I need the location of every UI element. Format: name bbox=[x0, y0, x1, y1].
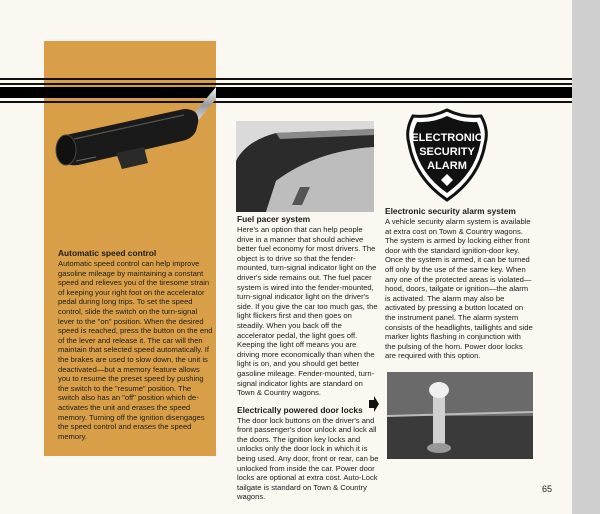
page-number: 65 bbox=[542, 484, 553, 494]
page-gutter bbox=[572, 0, 600, 514]
heading-door-locks: Electrically powered door locks bbox=[237, 404, 363, 415]
heading-speed-control: Automatic speed control bbox=[58, 248, 157, 258]
heading-security-alarm: Electronic security alarm system bbox=[385, 206, 516, 216]
heading-fuel-pacer: Fuel pacer system bbox=[237, 214, 311, 224]
door-lock-photo bbox=[387, 372, 533, 459]
emblem-line-1: ELECTRONIC bbox=[411, 132, 483, 144]
body-security-alarm: A vehicle security alarm system is available at extra cost on Town & Country wagons. The system is armed by locking either front door with the standard ignition-door key. Once the system is armed, it can be turned off only by the use of the same key. When any one of the protected areas is violated—hood, doors, tailgate or ignition—the alarm is activated. The alarm may also be activated by pressing a button located on the instrument panel. The alarm system consists of the headlights, taillights and side marker lights flashing in conjunction with the pulsing of the horn. Power door locks are required with this option. bbox=[385, 217, 533, 361]
speed-control-lever-image bbox=[44, 79, 216, 199]
emblem-line-3: ALARM bbox=[427, 160, 467, 172]
column-security-alarm bbox=[385, 206, 533, 361]
security-alarm-shield-emblem bbox=[401, 108, 493, 202]
emblem-line-2: SECURITY bbox=[419, 146, 475, 158]
fuel-pacer-photo bbox=[236, 121, 374, 212]
body-speed-control: Automatic speed control can help improve gasoline mileage by maintaining a constant speed and relieves you of the tiresome strain of keeping your right foot on the accelerator pedal during long trips. To set the speed control, slide the switch on the turn-signal lever to the "on" position. When the desired speed is reached, press the button on the end of the lever and release it. The car will then maintain that selected speed automatically. If the brakes are used to slow down, the unit is deactivated—but a memory feature allows you to resume the preset speed by pushing the switch to the "resume" position. The switch also has an "off" position which de-activates the unit and erases the speed memory. Turning off the ignition disengages the speed control and erases the speed memory. bbox=[58, 259, 213, 441]
column-speed-control bbox=[58, 248, 213, 441]
body-fuel-pacer: Here's an option that can help people drive in a manner that should achieve better fuel economy for most drivers. The object is to drive so that the fender-mounted, turn-signal indicator light on the driver's side remains out. The fuel pacer system is wired into the fender-mounted, turn-signal indicator light on the driver's side. If you give the car too much gas, the light flickers first and then goes on steadily. When you back off the accelerator pedal, the light goes off. Keeping the light off means you are driving more economically than when the light is on, and you should get better gasoline mileage. Fender-mounted, turn-signal indicator lights are standard on Town & Country wagons. bbox=[237, 225, 378, 398]
body-door-locks: The door lock buttons on the driver's and front passenger's door unlock and lock all the doors. The ignition key locks and unlocks only the door lock in which it is being used. Any door, front or rear, can be unlocked from inside the car. Power door locks are optional at extra cost. Auto-Lock tailgate is standard on Town & Country wagons. bbox=[237, 415, 379, 502]
column-fuel-pacer bbox=[237, 214, 379, 502]
